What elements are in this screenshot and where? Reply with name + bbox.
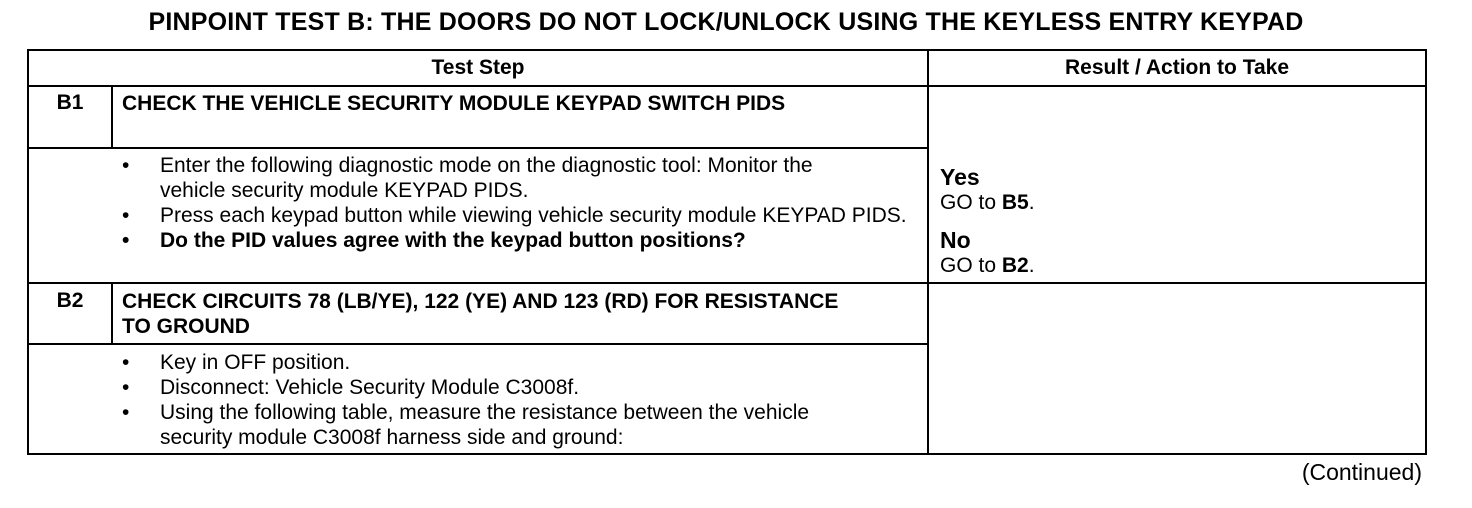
b1-title-divider (29, 147, 927, 149)
step-body-b2 (122, 350, 922, 450)
result-yes-label: Yes (940, 164, 980, 190)
page-title: PINPOINT TEST B: THE DOORS DO NOT LOCK/UNLOCK USING THE KEYLESS ENTRY KEYPAD (148, 8, 1304, 36)
list-item: • Do the PID values agree with the keypad button positions? (122, 228, 922, 253)
result-yes-action: GO to B5. (940, 191, 1035, 214)
pinpoint-test-table (27, 49, 1427, 455)
result-header: Result / Action to Take (1064, 56, 1290, 79)
header-divider (29, 85, 1425, 87)
test-step-header: Test Step (431, 56, 525, 79)
step-body-b1 (122, 153, 922, 253)
result-no-action: GO to B2. (940, 254, 1035, 277)
result-b1 (940, 164, 1410, 278)
result-no-label: No (940, 227, 971, 253)
column-divider (927, 51, 929, 453)
step-title-b1: CHECK THE VEHICLE SECURITY MODULE KEYPAD SWITCH PIDS (122, 92, 786, 115)
step-id-b1: B1 (56, 91, 84, 114)
b1-b2-divider (29, 282, 1425, 284)
step-id-b2: B2 (56, 289, 84, 312)
b2-title-divider (29, 343, 927, 345)
list-item: • Enter the following diagnostic mode on the diagnostic tool: Monitor the vehicle security module KEYPAD PIDS. (122, 153, 922, 203)
continued-note: (Continued) (1301, 459, 1422, 485)
b1-id-divider (111, 87, 113, 147)
list-item: • Key in OFF position. (122, 350, 922, 375)
list-item: • Using the following table, measure the resistance between the vehicle security module C3008f harness side and ground: (122, 400, 922, 450)
list-item: • Press each keypad button while viewing vehicle security module KEYPAD PIDS. (122, 203, 922, 228)
b2-id-divider (111, 284, 113, 343)
list-item: • Disconnect: Vehicle Security Module C3008f. (122, 375, 922, 400)
step-title-b2: CHECK CIRCUITS 78 (LB/YE), 122 (YE) AND 123 (RD) FOR RESISTANCE TO GROUND (122, 290, 839, 338)
